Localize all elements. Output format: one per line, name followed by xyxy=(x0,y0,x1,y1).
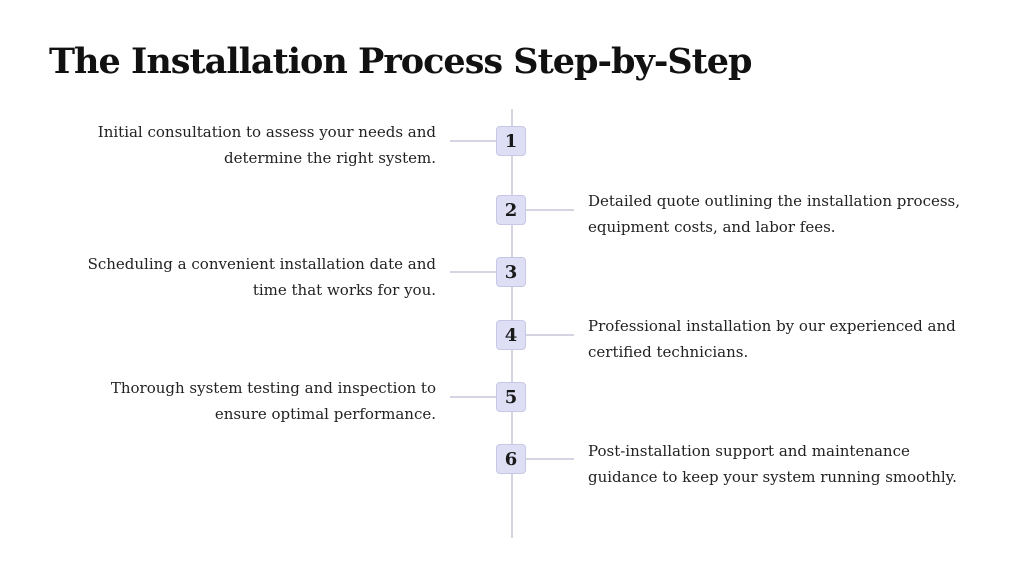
page-title: The Installation Process Step-by-Step xyxy=(49,41,752,82)
step-5-badge: 5 xyxy=(496,382,526,412)
step-2-badge: 2 xyxy=(496,195,526,225)
step-5-connector xyxy=(450,396,496,398)
step-6-badge: 6 xyxy=(496,444,526,474)
step-6-connector xyxy=(526,458,574,460)
step-2-connector xyxy=(526,209,574,211)
step-5-text: Thorough system testing and inspection to ensure optimal performance. xyxy=(110,379,436,423)
step-3-text: Scheduling a convenient installation date and time that works for you. xyxy=(87,255,436,299)
step-4-text: Professional installation by our experienced and certified technicians. xyxy=(588,317,956,361)
step-1-text: Initial consultation to assess your needs and determine the right system. xyxy=(97,123,436,167)
step-3-badge: 3 xyxy=(496,257,526,287)
step-1-badge: 1 xyxy=(496,126,526,156)
step-1-connector xyxy=(450,140,496,142)
step-4-connector xyxy=(526,334,574,336)
step-6-text: Post-installation support and maintenance guidance to keep your system running smoothly. xyxy=(588,442,957,486)
step-2-text: Detailed quote outlining the installation process, equipment costs, and labor fees. xyxy=(588,192,961,236)
step-3-connector xyxy=(450,271,496,273)
step-4-badge: 4 xyxy=(496,320,526,350)
